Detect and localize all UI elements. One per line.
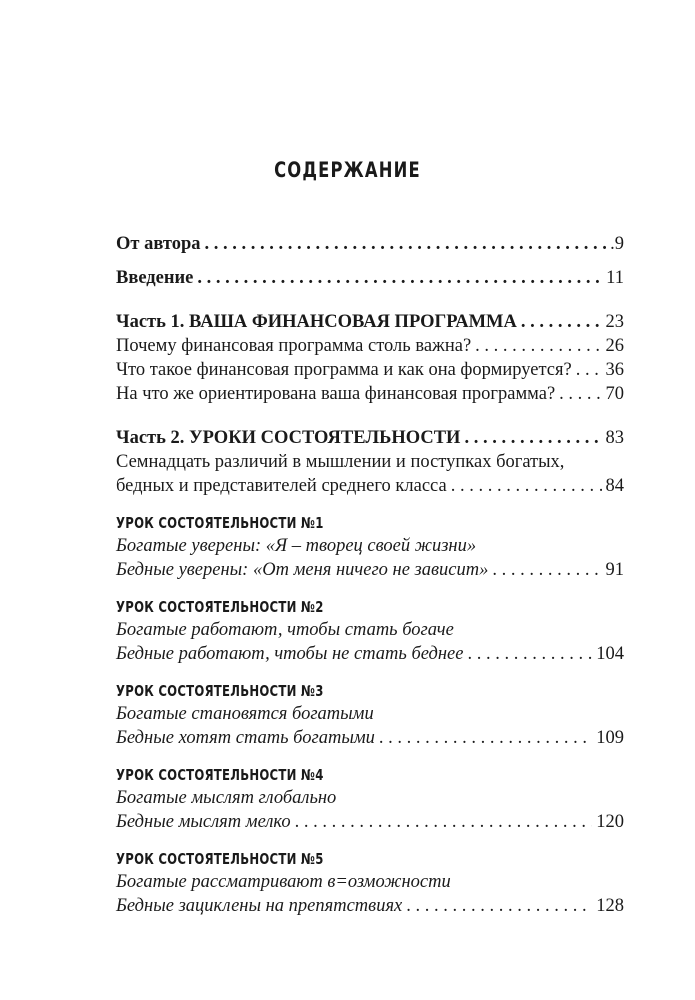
toc-entry-label: Почему финансовая программа столь важна? (116, 336, 472, 356)
leader-dots (451, 474, 602, 498)
lesson-line[interactable]: Богатые становятся богатыми (116, 704, 374, 724)
toc-entry-part2-sub-line1[interactable]: Семнадцать различий в мышлении и поступках богатых, (116, 452, 565, 472)
toc-entry-part2-sub[interactable] (116, 474, 624, 498)
toc-entry-page: 83 (605, 428, 624, 448)
toc-entry-label: На что же ориентирована ваша финансовая программа? (116, 384, 556, 404)
leader-dots (205, 232, 607, 256)
toc-entry-lesson4[interactable] (116, 810, 624, 834)
toc-entry-page: 109 (596, 728, 624, 748)
toc-entry-part1[interactable] (116, 310, 624, 334)
leader-dots (295, 810, 593, 834)
leader-dots (467, 642, 592, 666)
toc-entry-page: 128 (596, 896, 624, 916)
page-title: СОДЕРЖАНИЕ (274, 158, 421, 182)
toc-entry-label: Бедные хотят стать богатыми (116, 728, 375, 748)
toc-entry-part1-item3[interactable] (116, 382, 624, 406)
lesson-heading: УРОК СОСТОЯТЕЛЬНОСТИ №5 (116, 850, 324, 868)
lesson-heading: УРОК СОСТОЯТЕЛЬНОСТИ №3 (116, 682, 324, 700)
lesson-line[interactable]: Богатые работают, чтобы стать богаче (116, 620, 454, 640)
toc-entry-page: 91 (605, 560, 624, 580)
leader-dots (576, 358, 602, 382)
toc-entry-page: 70 (605, 384, 624, 404)
leader-dots (464, 426, 601, 450)
lesson-line[interactable]: Богатые мыслят глобально (116, 788, 337, 808)
toc-entry-label: Бедные зациклены на препятствиях (116, 896, 403, 916)
toc-entry-page: 26 (605, 336, 624, 356)
lesson-line[interactable]: Богатые уверены: «Я – творец своей жизни» (116, 536, 477, 556)
toc-entry-lesson3[interactable] (116, 726, 624, 750)
toc-entry-lesson1[interactable] (116, 558, 624, 582)
toc-entry-label: Бедные мыслят мелко (116, 812, 291, 832)
toc-entry-lesson5[interactable] (116, 894, 624, 918)
toc-entry-part1-item2[interactable] (116, 358, 624, 382)
lesson-heading: УРОК СОСТОЯТЕЛЬНОСТИ №2 (116, 598, 324, 616)
toc-entry-label: Введение (116, 268, 194, 288)
leader-dots (197, 266, 602, 290)
leader-dots (379, 726, 592, 750)
toc-entry-label: Часть 2. УРОКИ СОСТОЯТЕЛЬНОСТИ (116, 428, 461, 448)
toc-entry-label: Что такое финансовая программа и как она формируется? (116, 360, 572, 380)
toc-entry-page: .9 (610, 234, 624, 254)
leader-dots (521, 310, 602, 334)
lesson-heading: УРОК СОСТОЯТЕЛЬНОСТИ №4 (116, 766, 324, 784)
toc-entry-part2[interactable] (116, 426, 624, 450)
leader-dots (406, 894, 592, 918)
toc-entry-label: Бедные работают, чтобы не стать беднее (116, 644, 464, 664)
leader-dots (559, 382, 601, 406)
lesson-line[interactable]: Богатые рассматривают в=озможности (116, 872, 451, 892)
toc-entry-page: 36 (605, 360, 624, 380)
table-of-contents (116, 232, 624, 918)
toc-entry-label: бедных и представителей среднего класса (116, 476, 447, 496)
toc-entry-page: 23 (605, 312, 624, 332)
toc-entry-page: 11 (606, 268, 624, 288)
lesson-heading: УРОК СОСТОЯТЕЛЬНОСТИ №1 (116, 514, 324, 532)
leader-dots (475, 334, 601, 358)
toc-entry-part1-item1[interactable] (116, 334, 624, 358)
leader-dots (492, 558, 601, 582)
toc-entry-label: Бедные уверены: «От меня ничего не зависит» (116, 560, 489, 580)
toc-entry-label: От автора (116, 234, 201, 254)
toc-entry-lesson2[interactable] (116, 642, 624, 666)
toc-entry-page: 84 (605, 476, 624, 496)
toc-entry-page: 120 (596, 812, 624, 832)
toc-entry-label: Часть 1. ВАША ФИНАНСОВАЯ ПРОГРАММА (116, 312, 517, 332)
toc-entry-author[interactable] (116, 232, 624, 256)
toc-entry-intro[interactable] (116, 266, 624, 290)
toc-entry-page: 104 (596, 644, 624, 664)
